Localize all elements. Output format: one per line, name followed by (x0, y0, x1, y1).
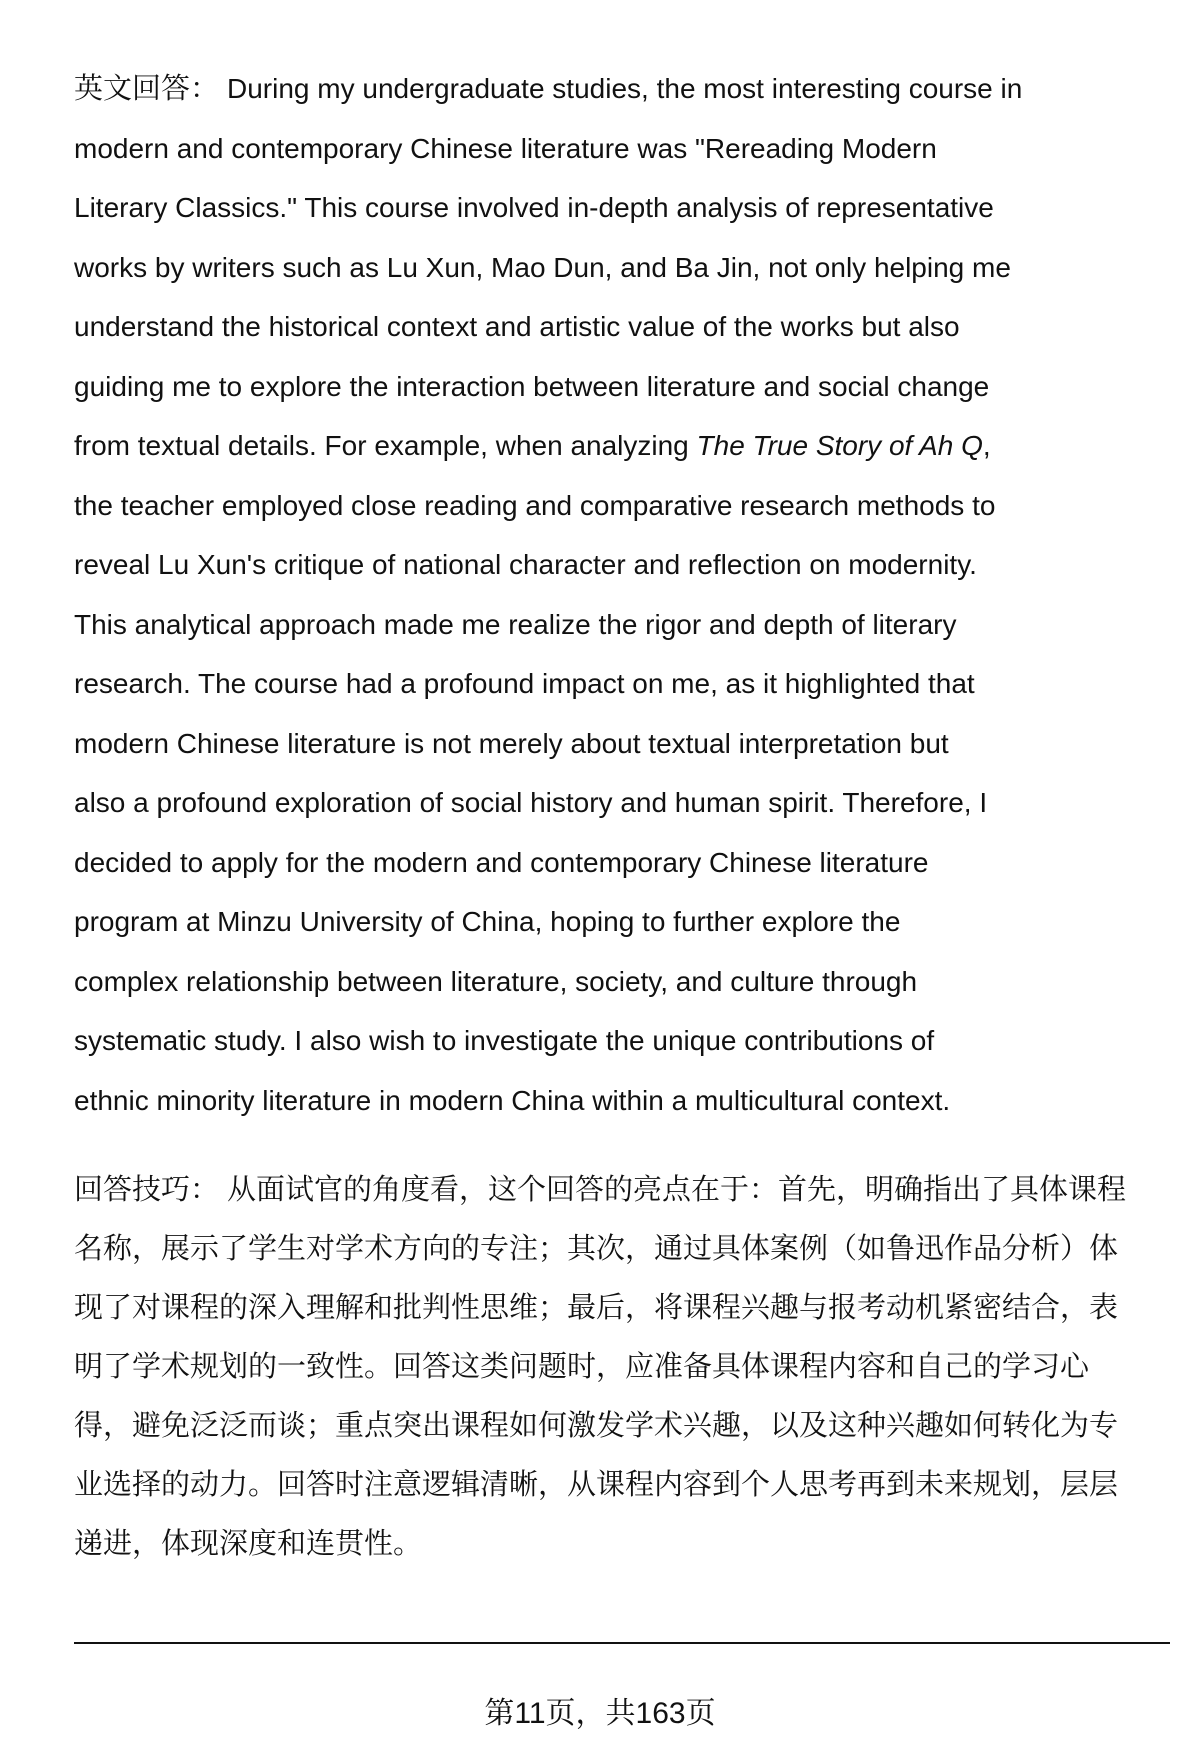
text-line: understand the historical context and artistic value of the works but also (74, 311, 960, 342)
text-line: modern Chinese literature is not merely about textual interpretation but (74, 728, 949, 759)
text-line: ethnic minority literature in modern China within a multicultural context. (74, 1085, 951, 1116)
text-line: 得，避免泛泛而谈；重点突出课程如何激发学术兴趣，以及这种兴趣如何转化为专 (74, 1410, 1119, 1442)
text-line: decided to apply for the modern and contemporary Chinese literature (74, 847, 929, 878)
book-title: The True Story of Ah Q (696, 430, 983, 461)
text-line: research. The course had a profound impact on me, as it highlighted that (74, 668, 975, 699)
text-line: also a profound exploration of social history and human spirit. Therefore, I (74, 787, 988, 818)
text-line (74, 71, 1022, 107)
english-answer-label: 英文回答： (74, 73, 220, 105)
text-line: guiding me to explore the interaction between literature and social change (74, 371, 990, 402)
text-line: 明了学术规划的一致性。回答这类问题时，应准备具体课程内容和自己的学习心 (74, 1351, 1090, 1383)
text-line: Literary Classics." This course involved in-depth analysis of representative (74, 192, 994, 223)
text-line: program at Minzu University of China, hoping to further explore the (74, 906, 901, 937)
text-line (74, 428, 991, 464)
text-line (74, 1172, 1126, 1208)
text-line: This analytical approach made me realize the rigor and depth of literary (74, 609, 957, 640)
text: , (982, 430, 991, 461)
text: 从面试官的角度看，这个回答的亮点在于：首先，明确指出了具体课程 (227, 1174, 1127, 1206)
text: During my undergraduate studies, the most interesting course in (227, 73, 1023, 104)
text-line: 业选择的动力。回答时注意逻辑清晰，从课程内容到个人思考再到未来规划，层层 (74, 1469, 1119, 1501)
text-line: modern and contemporary Chinese literature was "Rereading Modern (74, 133, 937, 164)
text-line: reveal Lu Xun's critique of national character and reflection on modernity. (74, 549, 977, 580)
text: from textual details. For example, when analyzing (74, 430, 697, 461)
text-line: works by writers such as Lu Xun, Mao Dun, and Ba Jin, not only helping me (74, 252, 1011, 283)
text-line: 现了对课程的深入理解和批判性思维；最后，将课程兴趣与报考动机紧密结合，表 (74, 1292, 1119, 1324)
page-indicator: 第11页，共163页 (484, 1697, 716, 1730)
text-line: systematic study. I also wish to investigate the unique contributions of (74, 1025, 935, 1056)
text-line: 名称，展示了学生对学术方向的专注；其次，通过具体案例（如鲁迅作品分析）体 (74, 1233, 1119, 1265)
footer-divider (74, 1642, 1170, 1644)
text-line: the teacher employed close reading and comparative research methods to (74, 490, 996, 521)
text-line: 递进，体现深度和连贯性。 (74, 1528, 423, 1560)
text-line: complex relationship between literature, society, and culture through (74, 966, 918, 997)
tips-label: 回答技巧： (74, 1174, 220, 1206)
